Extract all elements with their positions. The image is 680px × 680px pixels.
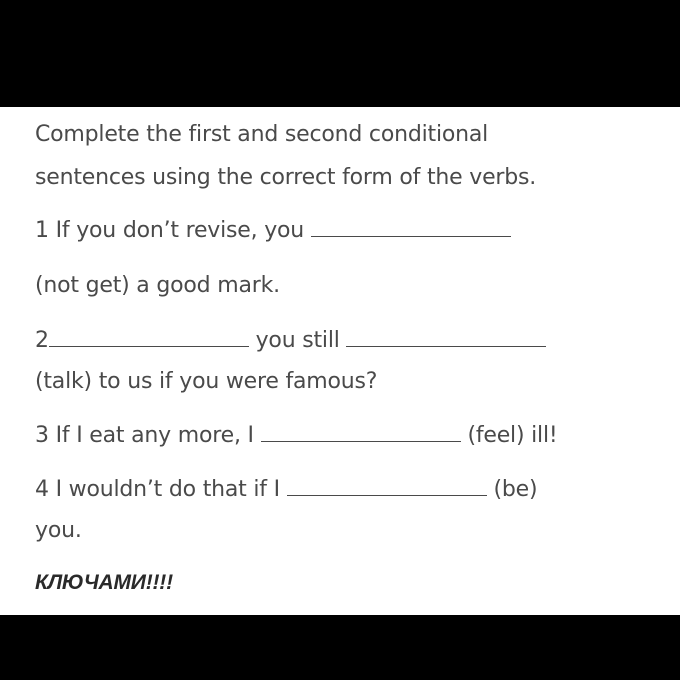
question-2-line-1 [35, 327, 546, 355]
worksheet [0, 107, 680, 615]
question-4-end: (be) [493, 477, 538, 502]
question-3-end: (feel) ill! [467, 423, 558, 448]
answer-blank-2b[interactable] [346, 328, 546, 347]
question-2-text: you still [255, 328, 340, 353]
question-4-line-2: you. [35, 518, 82, 543]
question-1-text: 1 If you don’t revise, you [35, 218, 305, 243]
question-1-line-1 [35, 217, 511, 245]
question-1-line-2: (not get) a good mark. [35, 273, 280, 298]
answer-blank-2a[interactable] [49, 328, 249, 347]
question-4-line-1 [35, 476, 537, 504]
question-2-line-2: (talk) to us if you were famous? [35, 369, 378, 394]
question-3-line [35, 422, 557, 450]
question-4-text: 4 I wouldn’t do that if I [35, 477, 280, 502]
question-3-text: 3 If I eat any more, I [35, 423, 254, 448]
answer-blank-3[interactable] [261, 423, 461, 442]
answer-blank-4[interactable] [287, 477, 487, 496]
answer-blank-1[interactable] [311, 218, 511, 237]
question-2-number: 2 [35, 328, 49, 353]
instruction-line-2: sentences using the correct form of the verbs. [35, 165, 537, 190]
instruction-line-1: Complete the first and second conditional [35, 122, 489, 147]
handwritten-note: КЛЮЧАМИ!!!! [35, 571, 173, 594]
